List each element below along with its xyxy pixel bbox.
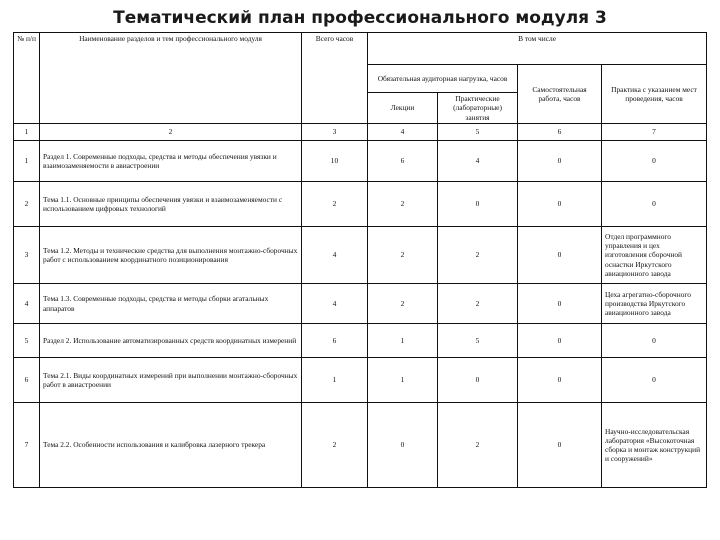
row-name: Тема 1.1. Основные принципы обеспечения увязки и взаимозаменяемости с использованием цифровых технологий	[40, 182, 302, 227]
row-name: Тема 2.1. Виды координатных измерений при выполнении монтажно-сборочных работ в авиастроении	[40, 358, 302, 403]
header-practical: Практические (лабораторные) занятия	[438, 93, 518, 124]
row-lectures: 2	[368, 182, 438, 227]
col-number: 5	[438, 124, 518, 141]
row-practical: 5	[438, 324, 518, 358]
row-independent: 0	[518, 284, 602, 324]
col-number: 6	[518, 124, 602, 141]
row-total: 1	[302, 358, 368, 403]
row-name: Тема 1.2. Методы и технические средства для выполнения монтажно-сборочных работ с использованием координатного позиционирования	[40, 227, 302, 284]
table-row	[14, 182, 707, 227]
page-title: Тематический план профессионального модуля 3	[113, 8, 607, 28]
row-practical: 0	[438, 182, 518, 227]
row-total: 4	[302, 227, 368, 284]
row-num: 7	[14, 403, 40, 488]
table-row	[14, 227, 707, 284]
row-practice: 0	[602, 324, 707, 358]
row-practical: 4	[438, 141, 518, 182]
header-lectures: Лекции	[368, 93, 438, 124]
table-row	[14, 284, 707, 324]
row-lectures: 6	[368, 141, 438, 182]
row-independent: 0	[518, 182, 602, 227]
row-independent: 0	[518, 227, 602, 284]
row-practice: Научно-исследовательская лаборатория «Высокоточная сборка и монтаж конструкций и сооружений»	[602, 403, 707, 488]
row-total: 6	[302, 324, 368, 358]
row-lectures: 0	[368, 403, 438, 488]
row-total: 2	[302, 403, 368, 488]
thematic-plan-table	[13, 32, 707, 488]
row-num: 5	[14, 324, 40, 358]
header-total: Всего часов	[302, 33, 368, 124]
row-num: 4	[14, 284, 40, 324]
row-num: 2	[14, 182, 40, 227]
col-number: 3	[302, 124, 368, 141]
header-practice: Практика с указанием мест проведения, часов	[602, 65, 707, 124]
header-name: Наименование разделов и тем профессионального модуля	[40, 33, 302, 124]
table-row	[14, 403, 707, 488]
row-lectures: 2	[368, 284, 438, 324]
header-independent: Самостоятельная работа, часов	[518, 65, 602, 124]
row-lectures: 1	[368, 358, 438, 403]
header-num: № п/п	[14, 33, 40, 124]
col-number: 7	[602, 124, 707, 141]
row-total: 10	[302, 141, 368, 182]
row-independent: 0	[518, 141, 602, 182]
header-row-1	[14, 33, 707, 65]
col-number: 4	[368, 124, 438, 141]
row-practical: 0	[438, 358, 518, 403]
row-num: 1	[14, 141, 40, 182]
row-practical: 2	[438, 284, 518, 324]
row-lectures: 1	[368, 324, 438, 358]
header-including: В том числе	[368, 33, 707, 65]
row-practice: Отдел программного управления и цех изготовления сборочной оснастки Иркутского авиационного завода	[602, 227, 707, 284]
table-row	[14, 358, 707, 403]
row-practice: Цеха агрегатно-сборочного производства Иркутского авиационного завода	[602, 284, 707, 324]
table-row	[14, 141, 707, 182]
row-practice: 0	[602, 358, 707, 403]
header-mandatory: Обязательная аудиторная нагрузка, часов	[368, 65, 518, 93]
row-name: Тема 1.3. Современные подходы, средства и методы сборки агатальных аппаратов	[40, 284, 302, 324]
col-number: 1	[14, 124, 40, 141]
column-number-row	[14, 124, 707, 141]
row-independent: 0	[518, 324, 602, 358]
row-lectures: 2	[368, 227, 438, 284]
table-row	[14, 324, 707, 358]
row-practice: 0	[602, 141, 707, 182]
row-practical: 2	[438, 403, 518, 488]
row-total: 2	[302, 182, 368, 227]
row-practical: 2	[438, 227, 518, 284]
row-num: 6	[14, 358, 40, 403]
row-independent: 0	[518, 358, 602, 403]
row-total: 4	[302, 284, 368, 324]
col-number: 2	[40, 124, 302, 141]
row-name: Раздел 2. Использование автоматизированных средств координатных измерений	[40, 324, 302, 358]
row-practice: 0	[602, 182, 707, 227]
row-name: Раздел 1. Современные подходы, средства и методы обеспечения увязки и взаимозаменяемости в авиастроении	[40, 141, 302, 182]
row-num: 3	[14, 227, 40, 284]
row-independent: 0	[518, 403, 602, 488]
row-name: Тема 2.2. Особенности использования и калибровка лазерного трекера	[40, 403, 302, 488]
